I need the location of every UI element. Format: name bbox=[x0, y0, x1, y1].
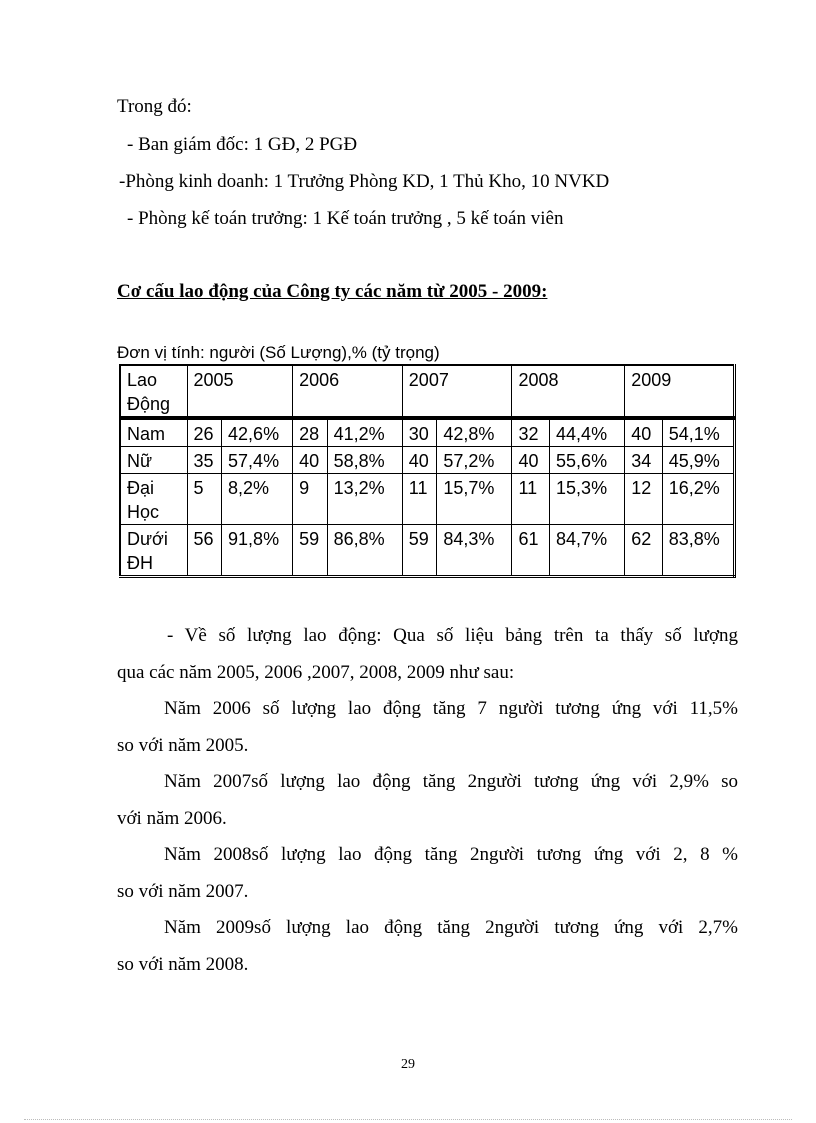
year-header: 2005 bbox=[187, 365, 293, 418]
section-title bbox=[117, 281, 547, 303]
table-cell: 41,2% bbox=[327, 418, 402, 447]
table-row bbox=[120, 474, 735, 525]
table-cell: 62 bbox=[625, 525, 663, 577]
table-cell: 86,8% bbox=[327, 525, 402, 577]
table-cell: 42,8% bbox=[437, 418, 512, 447]
paragraph-first-line: Năm 2009số lượng lao động tăng 2người tương ứng với 2,7% bbox=[164, 917, 738, 938]
table-row bbox=[120, 525, 735, 577]
table-cell: 11 bbox=[512, 474, 550, 525]
table-cell: 59 bbox=[402, 525, 437, 577]
body-paragraph bbox=[117, 909, 738, 983]
table-cell: 91,8% bbox=[222, 525, 293, 577]
year-header: 2007 bbox=[402, 365, 512, 418]
body-paragraph bbox=[117, 836, 738, 910]
paragraph-first-line: - Về số lượng lao động: Qua số liệu bảng trên ta thấy số lượng bbox=[167, 625, 738, 646]
table-cell: 40 bbox=[625, 418, 663, 447]
body-paragraph bbox=[117, 690, 738, 764]
row-label-line: Đại bbox=[127, 478, 155, 498]
row-label bbox=[120, 418, 187, 447]
page-bottom-divider bbox=[24, 1119, 792, 1120]
row-label-line: Dưới bbox=[127, 529, 168, 549]
row-label bbox=[120, 474, 187, 525]
table-cell: 45,9% bbox=[662, 447, 734, 474]
paragraph-first-line: Năm 2008số lượng lao động tăng 2người tương ứng với 2, 8 % bbox=[164, 844, 738, 865]
header-label-line: Lao bbox=[127, 370, 158, 390]
table-cell: 30 bbox=[402, 418, 437, 447]
table-cell: 8,2% bbox=[222, 474, 293, 525]
table-cell: 16,2% bbox=[662, 474, 734, 525]
row-label bbox=[120, 447, 187, 474]
table-cell: 26 bbox=[187, 418, 222, 447]
row-label bbox=[120, 525, 187, 577]
table-cell: 34 bbox=[625, 447, 663, 474]
paragraph-rest: với năm 2006. bbox=[117, 808, 227, 829]
table-cell: 35 bbox=[187, 447, 222, 474]
table-cell: 84,7% bbox=[550, 525, 625, 577]
intro-item: - Phòng kế toán trưởng: 1 Kế toán trưởng , 5 kế toán viên bbox=[127, 208, 564, 229]
paragraph-first-line: Năm 2007số lượng lao động tăng 2người tương ứng với 2,9% so bbox=[164, 771, 738, 792]
body-paragraph bbox=[117, 763, 738, 837]
intro-item: - Ban giám đốc: 1 GĐ, 2 PGĐ bbox=[127, 134, 358, 155]
table-cell: 40 bbox=[402, 447, 437, 474]
year-header: 2006 bbox=[293, 365, 403, 418]
table-cell: 9 bbox=[293, 474, 328, 525]
table-cell: 40 bbox=[293, 447, 328, 474]
table-cell: 56 bbox=[187, 525, 222, 577]
row-label-line: Nữ bbox=[127, 451, 153, 471]
table-cell: 40 bbox=[512, 447, 550, 474]
table-cell: 57,2% bbox=[437, 447, 512, 474]
table-cell: 15,3% bbox=[550, 474, 625, 525]
intro-label: Trong đó: bbox=[117, 96, 192, 117]
table-cell: 59 bbox=[293, 525, 328, 577]
paragraph-first-line: Năm 2006 số lượng lao động tăng 7 người tương ứng với 11,5% bbox=[164, 698, 738, 719]
table-cell: 54,1% bbox=[662, 418, 734, 447]
year-header: 2009 bbox=[625, 365, 735, 418]
paragraph-rest: so với năm 2008. bbox=[117, 954, 249, 975]
header-label-line: Động bbox=[127, 394, 171, 414]
row-label-line: ĐH bbox=[127, 553, 153, 573]
paragraph-rest: qua các năm 2005, 2006 ,2007, 2008, 2009 như sau: bbox=[117, 662, 515, 683]
row-label-line: Học bbox=[127, 502, 160, 522]
table-cell: 13,2% bbox=[327, 474, 402, 525]
page-number: 29 bbox=[401, 1057, 415, 1072]
table-row bbox=[120, 447, 735, 474]
section-title-text: Cơ cấu lao động của Công ty các năm từ 2005 - 2009 bbox=[117, 281, 542, 302]
table-header-label bbox=[120, 365, 187, 418]
year-header: 2008 bbox=[512, 365, 625, 418]
table-cell: 32 bbox=[512, 418, 550, 447]
paragraph-rest: so với năm 2007. bbox=[117, 881, 249, 902]
table-row bbox=[120, 418, 735, 447]
table-cell: 58,8% bbox=[327, 447, 402, 474]
table-header-row bbox=[120, 365, 735, 418]
table-cell: 84,3% bbox=[437, 525, 512, 577]
table-cell: 12 bbox=[625, 474, 663, 525]
table-cell: 11 bbox=[402, 474, 437, 525]
table-cell: 42,6% bbox=[222, 418, 293, 447]
table-cell: 57,4% bbox=[222, 447, 293, 474]
table-cell: 28 bbox=[293, 418, 328, 447]
table-cell: 83,8% bbox=[662, 525, 734, 577]
table-cell: 44,4% bbox=[550, 418, 625, 447]
row-label-line: Nam bbox=[127, 424, 166, 444]
table-cell: 15,7% bbox=[437, 474, 512, 525]
table-cell: 5 bbox=[187, 474, 222, 525]
table-cell: 61 bbox=[512, 525, 550, 577]
unit-note: Đơn vị tính: người (Số Lượng),% (tỷ trọng) bbox=[117, 343, 440, 362]
paragraph-rest: so với năm 2005. bbox=[117, 735, 249, 756]
body-paragraph bbox=[117, 617, 738, 691]
section-title-colon: : bbox=[541, 281, 548, 302]
intro-item: -Phòng kinh doanh: 1 Trưởng Phòng KD, 1 Thủ Kho, 10 NVKD bbox=[119, 171, 610, 192]
table-cell: 55,6% bbox=[550, 447, 625, 474]
labor-structure-table bbox=[119, 364, 736, 578]
